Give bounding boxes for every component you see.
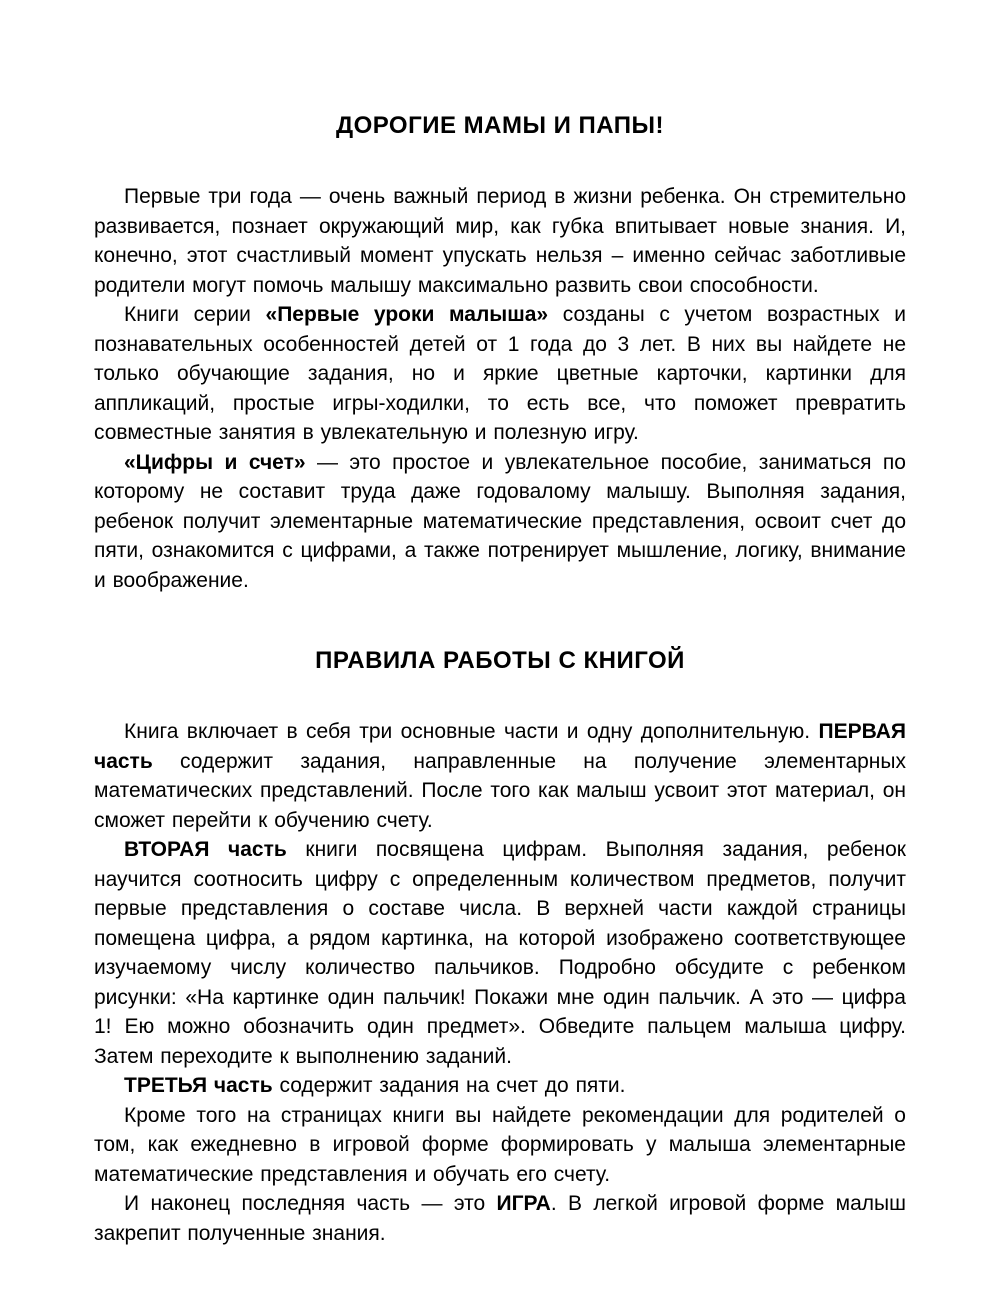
series-title-bold: «Первые уроки малыша» [265, 303, 549, 326]
paragraph-game [94, 1189, 906, 1248]
text-run: — это простое и увлекательное пособие, заниматься по которому не составит труда даже годовалому малышу. Выполняя задания, ребенок получит элементарные математические представления, освоит счет до пяти, ознакомится с цифрами, а также потренирует мышление, логику, внимание и воображение. [94, 450, 906, 592]
paragraph-part-two [94, 835, 906, 1071]
text-run: книги посвящена цифрам. Выполняя задания, ребенок научится соотносить цифру с определенным количеством предметов, получит первые представления о составе числа. В верхней части каждой страницы помещена цифра, а рядом картинка, на которой изображено соответствующее изучаемому числу количество пальчиков. Подробно обсудите с ребенком рисунки: «На картинке один пальчик! Покажи мне один пальчик. А это — цифра 1! Ею можно обозначить один предмет». Обведите пальцем малыша цифру. Затем переходите к выполнению заданий. [94, 838, 906, 1068]
game-bold: ИГРА [496, 1192, 551, 1215]
book-title-bold: «Цифры и счет» [124, 450, 306, 474]
part-two-bold: ВТОРАЯ часть [124, 838, 287, 861]
paragraph-part-three [94, 1071, 906, 1101]
paragraph-book-title [94, 448, 906, 596]
text-run: содержит задания на счет до пяти. [272, 1074, 626, 1097]
heading-dear-parents: ДОРОГИЕ МАМЫ И ПАПЫ! [335, 112, 665, 139]
paragraph-intro: Первые три года — очень важный период в жизни ребенка. Он стремительно развивается, познает окружающий мир, как губка впитывает новые знания. И, конечно, этот счастливый момент упускать нельзя – именно сейчас заботливые родители могут помочь малышу максимально развить свои способности. [94, 185, 906, 297]
paragraph-part-one [94, 717, 906, 835]
part-three-bold: ТРЕТЬЯ часть [124, 1074, 273, 1097]
paragraph-recommendations: Кроме того на страницах книги вы найдете рекомендации для родителей о том, как ежедневно в игровой форме формировать у малыша элементарные математические представления и обучать его счету. [94, 1103, 906, 1186]
text-run: Книги серии [124, 303, 266, 326]
text-run: содержит задания, направленные на получение элементарных математических представлений. После того как малыш усвоит этот материал, он сможет перейти к обучению счету. [94, 749, 906, 832]
text-run: . В легкой игровой форме малыш закрепит полученные знания. [94, 1192, 906, 1245]
text-run: И наконец последняя часть — это [124, 1192, 497, 1215]
heading-rules: ПРАВИЛА РАБОТЫ С КНИГОЙ [315, 647, 685, 674]
paragraph-series [94, 300, 906, 448]
text-run: созданы с учетом возрастных и познавательных особенностей детей от 1 года до 3 лет. В них вы найдете не только обучающие задания, но и яркие цветные карточки, картинки для аппликаций, простые игры-ходилки, то есть все, что поможет превратить совместные занятия в увлекательную и полезную игру. [94, 303, 906, 444]
text-run: Книга включает в себя три основные части и одну дополнительную. [124, 720, 819, 743]
part-one-bold: ПЕРВАЯ часть [94, 720, 906, 773]
